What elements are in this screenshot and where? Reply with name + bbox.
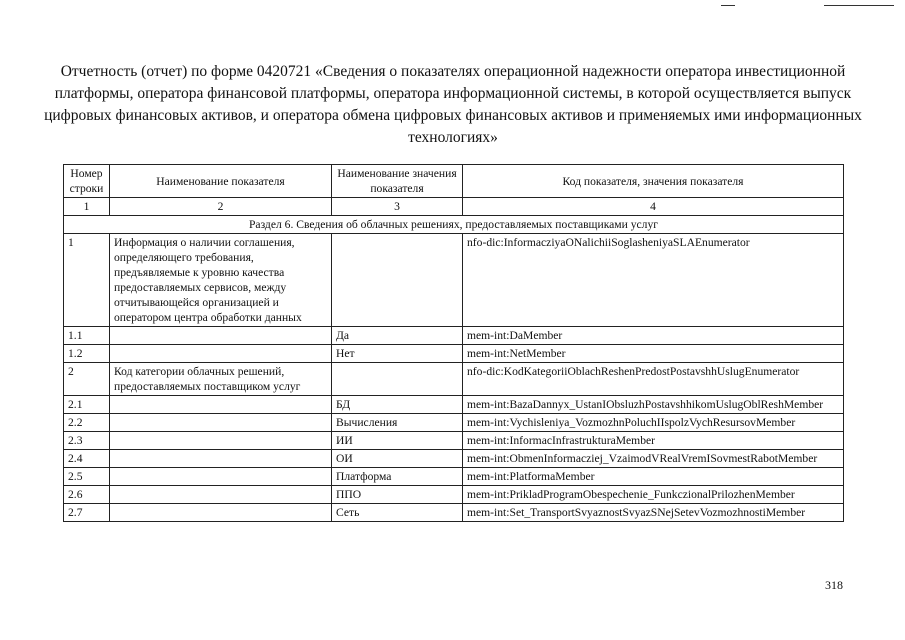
value-name-cell: Сеть bbox=[332, 504, 463, 522]
value-name-cell bbox=[332, 234, 463, 327]
row-number-cell: 2.7 bbox=[64, 504, 110, 522]
table-row bbox=[64, 468, 844, 486]
col-number-2: 2 bbox=[110, 198, 332, 216]
top-rule-left bbox=[721, 5, 735, 6]
row-number-cell: 2 bbox=[64, 363, 110, 396]
table-row bbox=[64, 486, 844, 504]
indicator-name-cell bbox=[110, 486, 332, 504]
col-number-1: 1 bbox=[64, 198, 110, 216]
top-rule-right bbox=[824, 5, 894, 6]
table-row bbox=[64, 327, 844, 345]
indicator-name-cell bbox=[110, 396, 332, 414]
indicator-name-cell bbox=[110, 450, 332, 468]
code-cell: mem-int:PlatformaMember bbox=[463, 468, 844, 486]
value-name-cell: БД bbox=[332, 396, 463, 414]
code-cell: mem-int:InformacInfrastrukturaMember bbox=[463, 432, 844, 450]
table-row bbox=[64, 450, 844, 468]
code-cell: mem-int:BazaDannyx_UstanIObsluzhPostavshhikomUslugOblReshMember bbox=[463, 396, 844, 414]
document-title: Отчетность (отчет) по форме 0420721 «Сведения о показателях операционной надежности оператора инвестиционной платформы, оператора финансовой платформы, оператора информационной системы, в которой осуществляется выпуск цифровых финансовых активов, и оператора обмена цифровых финансовых активов и применяемых ими информационных технологиях» bbox=[44, 63, 862, 146]
code-cell: mem-int:PrikladProgramObespechenie_FunkczionalPrilozhenMember bbox=[463, 486, 844, 504]
value-name-cell: ППО bbox=[332, 486, 463, 504]
section-title: Раздел 6. Сведения об облачных решениях, предоставляемых поставщиками услуг bbox=[64, 216, 844, 234]
header-row bbox=[64, 165, 844, 198]
table-row bbox=[64, 396, 844, 414]
value-name-cell: Да bbox=[332, 327, 463, 345]
indicator-name-cell bbox=[110, 468, 332, 486]
table-row bbox=[64, 414, 844, 432]
indicator-name-cell bbox=[110, 504, 332, 522]
code-cell: mem-int:ObmenInformacziej_VzaimodVRealVremISovmestRabotMember bbox=[463, 450, 844, 468]
code-cell: mem-int:DaMember bbox=[463, 327, 844, 345]
code-cell: nfo-dic:KodKategoriiOblachReshenPredostPostavshhUslugEnumerator bbox=[463, 363, 844, 396]
column-number-row bbox=[64, 198, 844, 216]
code-cell: mem-int:Vychisleniya_VozmozhnPoluchIIspolzVychResursovMember bbox=[463, 414, 844, 432]
header-row-number: Номер строки bbox=[64, 165, 110, 198]
table-row bbox=[64, 363, 844, 396]
code-cell: mem-int:NetMember bbox=[463, 345, 844, 363]
header-code: Код показателя, значения показателя bbox=[463, 165, 844, 198]
section-row bbox=[64, 216, 844, 234]
row-number-cell: 2.3 bbox=[64, 432, 110, 450]
row-number-cell: 2.1 bbox=[64, 396, 110, 414]
header-value-name: Наименование значения показателя bbox=[332, 165, 463, 198]
value-name-cell: ИИ bbox=[332, 432, 463, 450]
value-name-cell: Нет bbox=[332, 345, 463, 363]
indicator-name-cell: Информация о наличии соглашения, определяющего требования, предъявляемые к уровню качества предоставляемых сервисов, между отчитывающейся организацией и оператором центра обработки данных bbox=[110, 234, 332, 327]
table-row bbox=[64, 432, 844, 450]
indicator-name-cell bbox=[110, 432, 332, 450]
value-name-cell bbox=[332, 363, 463, 396]
row-number-cell: 2.4 bbox=[64, 450, 110, 468]
table-row bbox=[64, 504, 844, 522]
page-number: 318 bbox=[825, 578, 843, 592]
indicator-name-cell bbox=[110, 414, 332, 432]
row-number-cell: 2.5 bbox=[64, 468, 110, 486]
row-number-cell: 1.2 bbox=[64, 345, 110, 363]
indicator-name-cell bbox=[110, 327, 332, 345]
row-number-cell: 2.6 bbox=[64, 486, 110, 504]
row-number-cell: 1 bbox=[64, 234, 110, 327]
code-cell: nfo-dic:InformacziyaONalichiiSoglasheniyaSLAEnumerator bbox=[463, 234, 844, 327]
value-name-cell: Платформа bbox=[332, 468, 463, 486]
value-name-cell: Вычисления bbox=[332, 414, 463, 432]
row-number-cell: 1.1 bbox=[64, 327, 110, 345]
code-cell: mem-int:Set_TransportSvyaznostSvyazSNejSetevVozmozhnostiMember bbox=[463, 504, 844, 522]
header-indicator-name: Наименование показателя bbox=[110, 165, 332, 198]
table-row bbox=[64, 234, 844, 327]
col-number-3: 3 bbox=[332, 198, 463, 216]
value-name-cell: ОИ bbox=[332, 450, 463, 468]
table-row bbox=[64, 345, 844, 363]
indicators-table bbox=[63, 164, 844, 522]
indicator-name-cell: Код категории облачных решений, предоставляемых поставщиком услуг bbox=[110, 363, 332, 396]
row-number-cell: 2.2 bbox=[64, 414, 110, 432]
col-number-4: 4 bbox=[463, 198, 844, 216]
indicator-name-cell bbox=[110, 345, 332, 363]
